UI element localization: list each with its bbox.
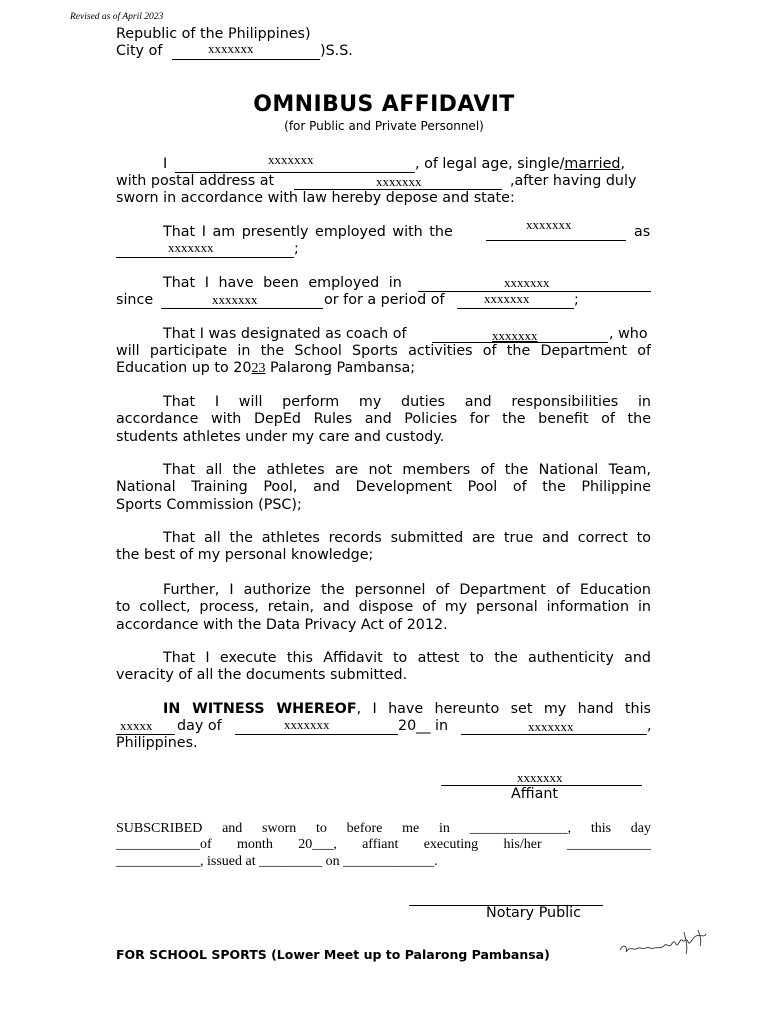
- witness-line1: [163, 701, 651, 717]
- para1-postal-label: with postal address at: [116, 173, 275, 189]
- para5-line: That I will perform my duties and responsibilities in: [163, 394, 651, 410]
- para8-line: Further, I authorize the personnel of Department of Education: [163, 582, 651, 598]
- notary-label: Notary Public: [486, 905, 582, 921]
- para7-line: That all the athletes records submitted are true and correct to: [163, 530, 651, 546]
- republic-line: Republic of the Philippines): [116, 26, 311, 42]
- postal-address-value[interactable]: xxxxxxx: [376, 174, 422, 189]
- para3-semicolon: ;: [574, 292, 579, 308]
- para6-line: That all the athletes are not members of the National Team,: [163, 462, 651, 478]
- para1-text-a: , of legal age, single/: [415, 156, 565, 172]
- para9: [116, 650, 651, 685]
- para6-line: National Training Pool, and Development Pool of the Philippine: [116, 479, 651, 496]
- affiant-name-value[interactable]: xxxxxxx: [268, 152, 314, 167]
- para5: [116, 394, 651, 446]
- period-blank-line: [457, 308, 574, 309]
- para6-line: Sports Commission (PSC);: [116, 496, 302, 513]
- para9-line: veracity of all the documents submitted.: [116, 667, 408, 684]
- employer-value[interactable]: xxxxxxx: [526, 217, 572, 232]
- palaro-year[interactable]: 23: [251, 361, 266, 376]
- para5-line: students athletes under my care and custody.: [116, 428, 445, 445]
- place-value[interactable]: xxxxxxx: [528, 719, 574, 734]
- employed-in-blank-line: [418, 291, 651, 292]
- para4-who: , who: [609, 326, 648, 342]
- subscribed-line3: ____________, issued at _________ on _____________.: [116, 854, 438, 869]
- para1-civil-status: [415, 156, 625, 172]
- para4-line2: will participate in the School Sports activities of the Department of: [116, 343, 651, 359]
- para8: [116, 582, 651, 634]
- para4-line3: [116, 360, 415, 377]
- month-value[interactable]: xxxxxxx: [284, 717, 330, 732]
- para2-as: as: [634, 224, 651, 240]
- para5-line: accordance with DepEd Rules and Policies for the benefit of the: [116, 411, 651, 428]
- since-value[interactable]: xxxxxxx: [212, 292, 258, 307]
- witness-text: , I have hereunto set my hand this: [356, 701, 651, 717]
- city-suffix: )S.S.: [320, 43, 353, 59]
- witness-comma: ,: [647, 718, 652, 734]
- city-value[interactable]: xxxxxxx: [208, 41, 254, 56]
- city-label: City of: [116, 43, 163, 59]
- para3-employed-in-label: That I have been employed in: [163, 275, 402, 291]
- employed-in-value[interactable]: xxxxxxx: [504, 275, 550, 290]
- document-title: OMNIBUS AFFIDAVIT: [253, 92, 515, 117]
- para1-text-b: ,: [620, 156, 625, 172]
- month-blank-line: [235, 734, 398, 735]
- affiant-name-value-sig[interactable]: xxxxxxx: [517, 770, 563, 785]
- city-blank-line: [172, 59, 320, 60]
- document-subtitle: (for Public and Private Personnel): [284, 119, 484, 133]
- para2-employed-label: That I am presently employed with the: [163, 224, 453, 240]
- para4-palarong: Palarong Pambansa;: [265, 360, 416, 376]
- witness-twenty: 20__ in: [398, 718, 449, 734]
- since-blank-line: [161, 308, 323, 309]
- para7-line: the best of my personal knowledge;: [116, 547, 374, 564]
- para8-line: to collect, process, retain, and dispose of my personal information in: [116, 599, 651, 616]
- para1-sworn-b: sworn in accordance with law hereby depose and state:: [116, 190, 515, 206]
- affiant-label: Affiant: [511, 786, 559, 802]
- para1-sworn-a: ,after having duly: [510, 173, 637, 189]
- subscribed-line1: SUBSCRIBED and sworn to before me in ______________, this day: [116, 821, 651, 836]
- witness-day-of: day of: [177, 718, 222, 734]
- revision-note: Revised as of April 2023: [70, 12, 164, 22]
- para3-since: since: [116, 292, 154, 308]
- witness-philippines: Philippines.: [116, 735, 198, 751]
- para3-period-label: or for a period of: [324, 292, 445, 308]
- para1-i: I: [163, 156, 168, 172]
- witness-bold: IN WITNESS WHEREOF: [163, 701, 357, 717]
- coach-of-value[interactable]: xxxxxxx: [492, 328, 538, 343]
- para4-education: Education up to 20: [116, 360, 252, 376]
- footer-school-sports: FOR SCHOOL SPORTS (Lower Meet up to Palarong Pambansa): [116, 947, 550, 962]
- married-underlined: married: [564, 156, 621, 172]
- para8-line: accordance with the Data Privacy Act of 2012.: [116, 616, 448, 633]
- position-value[interactable]: xxxxxxx: [168, 240, 214, 255]
- para6: [116, 462, 651, 514]
- para9-line: That I execute this Affidavit to attest to the authenticity and: [163, 650, 651, 666]
- handwritten-initials-signature: [616, 928, 716, 958]
- period-value[interactable]: xxxxxxx: [484, 291, 530, 306]
- employer-blank-line: [486, 240, 626, 241]
- para7: [116, 530, 651, 565]
- subscribed-line2: ____________of month 20___, affiant executing his/her ____________: [116, 837, 651, 852]
- day-value[interactable]: xxxxx: [120, 718, 153, 733]
- para2-semicolon: ;: [294, 241, 299, 257]
- para4-coach-label: That I was designated as coach of: [163, 326, 407, 342]
- position-blank-line: [116, 257, 294, 258]
